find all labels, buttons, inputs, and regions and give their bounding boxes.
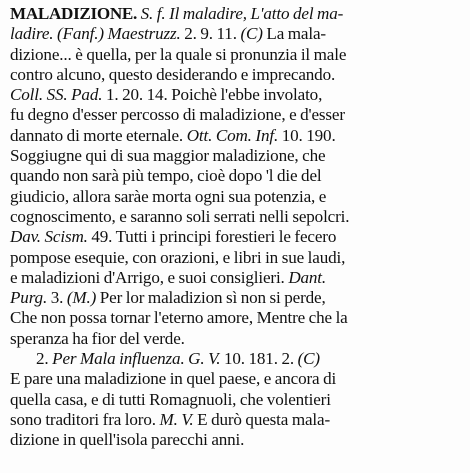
italic-text: ladire. (Fanf.) Maestruzz. xyxy=(10,24,181,44)
text-segment: Che non possa tornar l'eterno amore, Mentre che la xyxy=(10,308,348,328)
text-segment: 10. 190. xyxy=(278,125,336,145)
italic-text: Dav. Scism. xyxy=(10,227,88,247)
italic-text: Per Mala influenza. G. V. xyxy=(52,349,221,369)
entry-line xyxy=(10,288,462,308)
entry-line xyxy=(10,166,462,186)
entry-line xyxy=(10,349,462,369)
entry-line xyxy=(10,126,462,146)
entry-line xyxy=(10,369,462,389)
italic-text: Coll. SS. Pad. xyxy=(10,85,103,105)
entry-line xyxy=(10,248,462,268)
entry-line xyxy=(10,268,462,288)
entry-line xyxy=(10,207,462,227)
italic-text: Dant. xyxy=(288,267,327,287)
text-segment: dannato di morte eternale. xyxy=(10,125,187,145)
entry-line xyxy=(10,85,462,105)
entry-line xyxy=(10,227,462,247)
text-segment: 3. xyxy=(47,288,67,308)
italic-text: Ott. Com. Inf. xyxy=(186,125,279,145)
text-segment: E pare una maladizione in quel paese, e ancora di xyxy=(10,369,337,389)
entry-line xyxy=(10,4,462,24)
text-segment: speranza ha fior del verde. xyxy=(10,328,185,348)
entry-line xyxy=(10,24,462,44)
text-segment: 1. 20. 14. Poichè l'ebbe involato, xyxy=(102,85,323,105)
italic-text: S. f. Il maladire, L'atto del ma- xyxy=(140,4,344,23)
entry-line xyxy=(10,410,462,430)
italic-text: (C) xyxy=(297,349,320,369)
entry-line xyxy=(10,146,462,166)
text-segment: La mala- xyxy=(262,24,326,44)
text-segment: sono traditori fra loro. xyxy=(10,409,160,429)
headword: MALADIZIONE. xyxy=(10,4,137,23)
italic-text: (M.) xyxy=(66,288,97,308)
dictionary-entry-maladizione xyxy=(10,4,462,451)
entry-line xyxy=(10,308,462,328)
entry-line xyxy=(10,65,462,85)
entry-line xyxy=(10,390,462,410)
entry-line xyxy=(10,430,462,450)
text-segment: 2. 9. 11. xyxy=(180,24,241,44)
text-segment: 10. 181. 2. xyxy=(220,349,298,369)
text-segment: quella casa, e di tutti Romagnuoli, che volentieri xyxy=(10,389,331,409)
entry-line xyxy=(10,187,462,207)
text-segment: contro alcuno, questo desiderando e imprecando. xyxy=(10,64,336,84)
italic-text: Purg. xyxy=(10,288,48,308)
italic-text: M. V. xyxy=(159,409,194,429)
text-segment: giudicio, allora saràe morta ogni sua potenzia, e xyxy=(10,186,327,206)
entry-line xyxy=(10,329,462,349)
italic-text: (C) xyxy=(240,24,263,44)
text-segment: Per lor maladizion sì non si perde, xyxy=(96,288,326,308)
text-segment: e maladizioni d'Arrigo, e suoi consiglieri. xyxy=(10,267,289,287)
entry-line xyxy=(10,105,462,125)
text-segment: E durò questa mala- xyxy=(193,409,330,429)
text-segment: Soggiugne qui di sua maggior maladizione, che xyxy=(10,146,326,166)
text-segment: 2. xyxy=(36,349,53,369)
text-segment: dizione in quell'isola parecchi anni. xyxy=(10,430,245,450)
text-segment: pompose esequie, con orazioni, e libri in sue laudi, xyxy=(10,247,346,267)
text-segment: quando non sarà più tempo, cioè dopo 'l die del xyxy=(10,166,322,186)
text-segment: cognoscimento, e saranno soli serrati nelli sepolcri. xyxy=(10,206,350,226)
text-segment: dizione... è quella, per la quale si pronunzia il male xyxy=(10,44,347,64)
entry-line xyxy=(10,45,462,65)
text-segment: fu degno d'esser percosso di maladizione, e d'esser xyxy=(10,105,345,125)
text-segment: 49. Tutti i principi forestieri le fecero xyxy=(87,227,337,247)
